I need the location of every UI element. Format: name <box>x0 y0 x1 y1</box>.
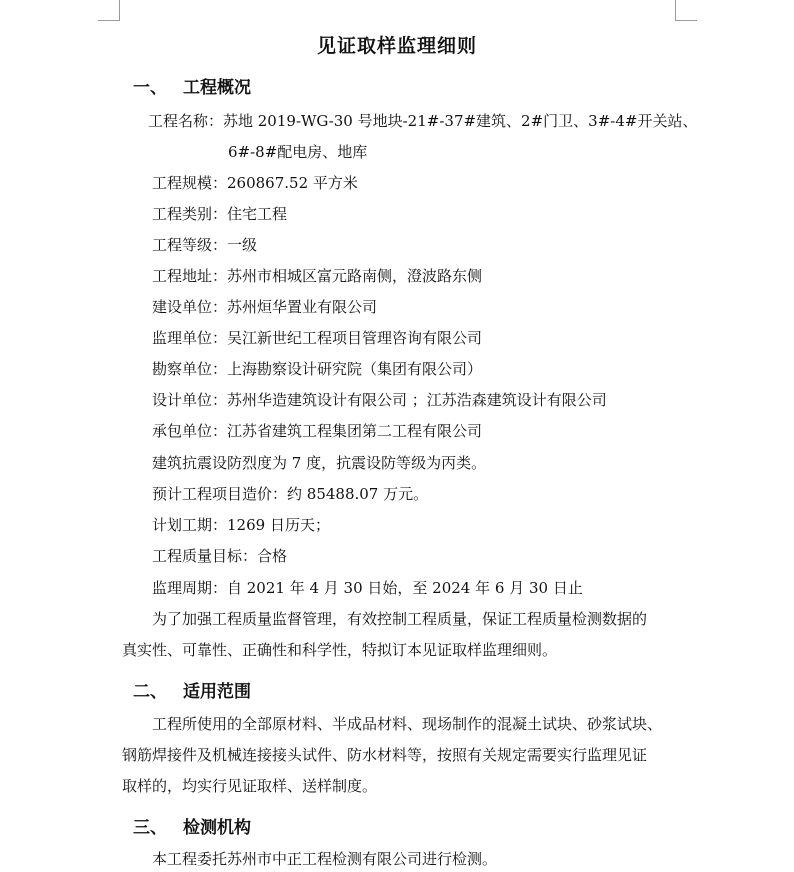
supervision-period: 监理周期：自 2021 年 4 月 30 日始，至 2024 年 6 月 30 日止 <box>152 579 583 597</box>
section-title: 检测机构 <box>183 818 251 838</box>
scope-line2: 钢筋焊接件及机械连接接头试件、防水材料等，按照有关规定需要实行监理见证 <box>122 746 648 764</box>
estimated-cost: 预计工程项目造价：约 85488.07 万元。 <box>152 485 429 503</box>
project-category: 工程类别：住宅工程 <box>152 205 288 223</box>
crop-mark-left-vertical <box>119 0 120 20</box>
planned-duration: 计划工期：1269 日历天； <box>152 516 330 534</box>
quality-target: 工程质量目标：合格 <box>152 547 288 565</box>
project-name-line2: 6#-8#配电房、地库 <box>228 143 368 161</box>
project-scale: 工程规模：260867.52 平方米 <box>152 174 358 192</box>
contractor-unit: 承包单位：江苏省建筑工程集团第二工程有限公司 <box>152 422 483 440</box>
lab-line1: 本工程委托苏州市中正工程检测有限公司进行检测。 <box>152 850 498 868</box>
project-address: 工程地址：苏州市相城区富元路南侧，澄波路东侧 <box>152 267 483 285</box>
section-title: 适用范围 <box>183 682 251 702</box>
owner-unit: 建设单位：苏州烜华置业有限公司 <box>152 298 378 316</box>
purpose-line2: 真实性、可靠性、正确性和科学性，特拟订本见证取样监理细则。 <box>122 641 558 659</box>
section-number: 三、 <box>133 818 167 838</box>
design-unit: 设计单位：苏州华造建筑设计有限公司 ；江苏浩森建筑设计有限公司 <box>152 391 607 409</box>
survey-unit: 勘察单位：上海勘察设计研究院（集团有限公司） <box>152 360 483 378</box>
section-heading-scope <box>133 677 251 702</box>
purpose-line1: 为了加强工程质量监督管理，有效控制工程质量，保证工程质量检测数据的 <box>152 610 648 628</box>
crop-mark-right-horizontal <box>675 20 697 21</box>
supervisor-unit: 监理单位：吴江新世纪工程项目管理咨询有限公司 <box>152 329 483 347</box>
seismic-info: 建筑抗震设防烈度为 7 度，抗震设防等级为丙类。 <box>152 454 487 472</box>
project-grade: 工程等级：一级 <box>152 236 258 254</box>
section-heading-lab <box>133 813 251 838</box>
section-number: 二、 <box>133 682 167 702</box>
crop-mark-left-horizontal <box>98 20 120 21</box>
section-number: 一、 <box>133 78 167 98</box>
section-heading-overview <box>133 73 251 98</box>
crop-mark-right-vertical <box>675 0 676 20</box>
scope-line1: 工程所使用的全部原材料、半成品材料、现场制作的混凝土试块、砂浆试块、 <box>152 715 663 733</box>
document-title: 见证取样监理细则 <box>316 35 477 57</box>
scope-line3: 取样的，均实行见证取样、送样制度。 <box>122 777 378 795</box>
section-title: 工程概况 <box>183 78 251 98</box>
project-name-line1: 工程名称：苏地 2019-WG-30 号地块-21#-37#建筑、2#门卫、3#-4#开关站、 <box>148 112 698 130</box>
